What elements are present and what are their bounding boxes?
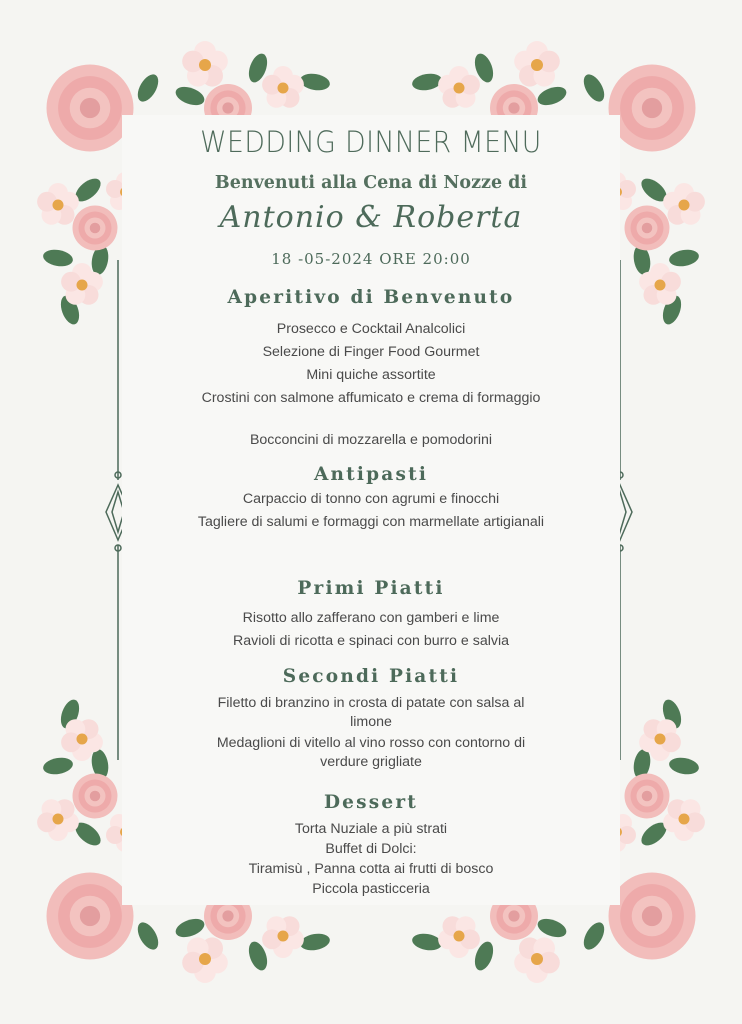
menu-item: Selezione di Finger Food Gourmet <box>262 344 480 360</box>
menu-item: Ravioli di ricotta e spinaci con burro e salvia <box>233 633 509 649</box>
couple-names: Antonio & Roberta <box>219 200 523 235</box>
welcome-line: Benvenuti alla Cena di Nozze di <box>214 173 528 193</box>
menu-item: Tiramisù , Panna cotta ai frutti di bosco <box>248 861 494 877</box>
menu-item: Carpaccio di tonno con agrumi e finocchi <box>242 491 500 507</box>
menu-item: Risotto allo zafferano con gamberi e lime <box>242 610 500 626</box>
section-title-aperitivo: Aperitivo di Benvenuto <box>227 287 515 308</box>
menu-item: Torta Nuziale a più strati <box>294 821 448 837</box>
section-title-secondi: Secondi Piatti <box>282 666 460 687</box>
menu-item: Buffet di Dolci: <box>325 841 417 857</box>
menu-item: Prosecco e Cocktail Analcolici <box>276 321 466 337</box>
section-title-primi: Primi Piatti <box>297 578 445 599</box>
menu-title: WEDDING DINNER MENU <box>200 125 542 159</box>
event-date: 18 -05-2024 ORE 20:00 <box>271 250 471 268</box>
menu-item: Tagliere di salumi e formaggi con marmellate artigianali <box>197 514 545 530</box>
menu-item: Crostini con salmone affumicato e crema di formaggio <box>201 390 541 406</box>
menu-item: Piccola pasticceria <box>312 881 430 897</box>
menu-item: Filetto di branzino in crosta di patate con salsa al limone <box>217 695 525 730</box>
section-title-dessert: Dessert <box>323 792 419 813</box>
menu-item: Bocconcini di mozzarella e pomodorini <box>249 432 493 448</box>
menu-item: Medaglioni di vitello al vino rosso con contorno di verdure grigliate <box>216 735 526 770</box>
section-title-antipasti: Antipasti <box>313 464 429 485</box>
menu-item: Mini quiche assortite <box>306 367 436 383</box>
